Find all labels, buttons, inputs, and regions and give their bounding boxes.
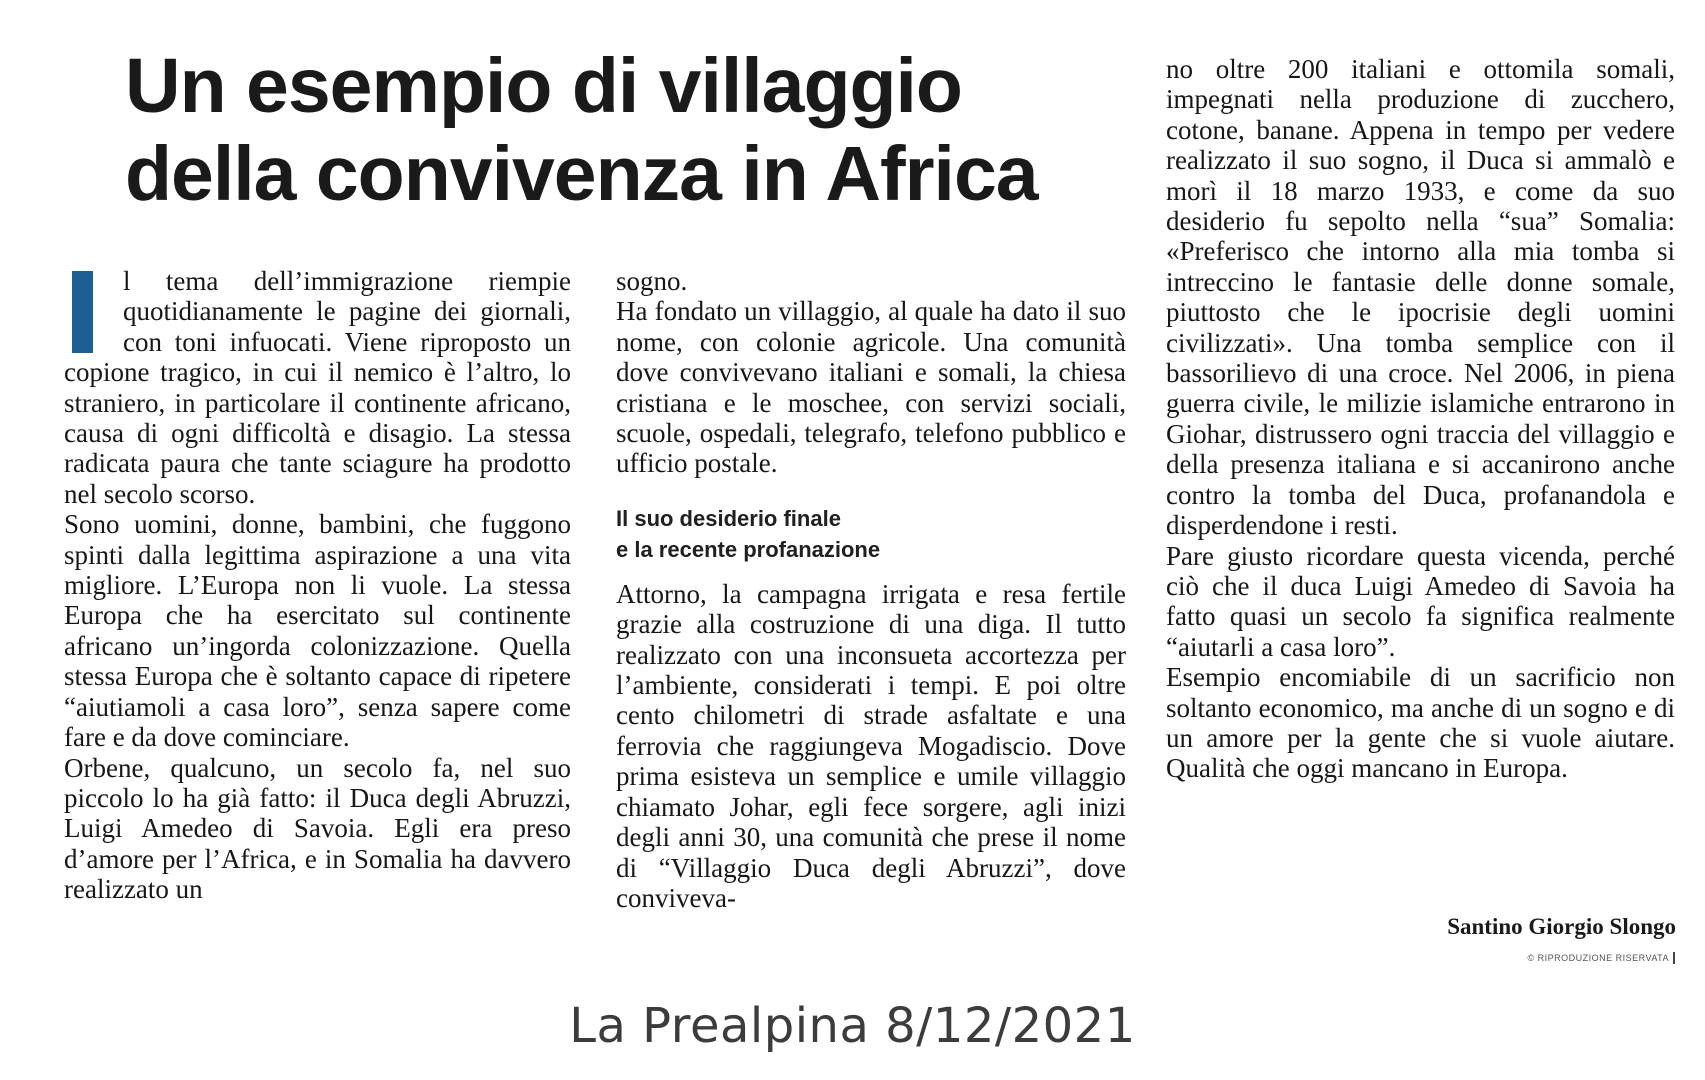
source-caption: La Prealpina 8/12/2021 <box>569 998 1136 1054</box>
rights-notice: © RIPRODUZIONE RISERVATA <box>1528 952 1675 964</box>
paragraph: Esempio encomiabile di un sacrificio non soltanto economico, ma anche di un sogno e di un amore per la gente che si vuole aiutare. Qualità che oggi mancano in Europa. <box>1166 662 1675 784</box>
dropcap-block <box>72 271 93 353</box>
author-signature: Santino Giorgio Slongo <box>1447 914 1676 939</box>
paragraph: sogno. <box>616 266 688 296</box>
paragraph: l tema dell’immigrazione riempie quotidianamente le pagine dei giornali, con toni infuocati. Viene riproposto un copione tragico, in cui il nemico è l’altro, lo straniero, in particolare il continente africano, causa di ogni difficoltà e disagio. La stessa radicata paura che tante sciagure ha prodotto nel secolo scorso. <box>64 266 571 509</box>
headline-line-2: della convivenza in Africa <box>125 131 1038 217</box>
paragraph: Sono uomini, donne, bambini, che fuggono spinti dalla legittima aspirazione a una vita migliore. L’Europa non li vuole. La stessa Europa che ha esercitato sul continente africano un’ingorda colonizzazione. Quella stessa Europa che è soltanto capace di ripetere “aiutiamoli a casa loro”, senza sapere come fare e da dove cominciare. <box>64 509 571 753</box>
subheading-line-2: e la recente profanazione <box>616 536 881 562</box>
paragraph: no oltre 200 italiani e ottomila somali, impegnati nella produzione di zucchero, cotone, banane. Appena in tempo per vedere realizzato il suo sogno, il Duca si ammalò e morì il 18 marzo 1933, e come da suo desiderio fu sepolto nella “sua” Somalia: «Preferisco che intorno alla mia tomba si intreccino le fantasie delle donne somale, piuttosto che le ipocrisie degli uomini civilizzati». Una tomba semplice con il bassorilievo di una croce. Nel 2006, in piena guerra civile, le milizie islamiche entrarono in Giohar, distrussero ogni traccia del villaggio e della presenza italiana e si accanirono anche contro la tomba del Duca, profanandola e disperdendone i resti. <box>1166 54 1675 541</box>
paragraph: Pare giusto ricordare questa vicenda, perché ciò che il duca Luigi Amedeo di Savoia ha fatto quasi un secolo fa significa realmente “aiutarli a casa loro”. <box>1166 540 1675 662</box>
article-column-2 <box>616 266 1126 913</box>
article-column-3 <box>1166 54 1675 784</box>
headline-line-1: Un esempio di villaggio <box>125 43 962 129</box>
article-headline <box>125 42 1055 218</box>
article-column-1 <box>64 266 571 905</box>
section-subheading <box>616 503 1126 565</box>
subheading-line-1: Il suo desiderio finale <box>616 505 841 531</box>
paragraph: Attorno, la campagna irrigata e resa fertile grazie alla costruzione di una diga. Il tutto realizzato con una inconsueta accortezza per l’ambiente, considerati i tempi. E poi oltre cento chilometri di strade asfaltate e una ferrovia che raggiungeva Mogadiscio. Dove prima esisteva un semplice e umile villaggio chiamato Johar, egli fece sorgere, agli inizi degli anni 30, una comunità che prese il nome di “Villaggio Duca degli Abruzzi”, dove conviveva- <box>616 578 1126 913</box>
paragraph: Ha fondato un villaggio, al quale ha dato il suo nome, con colonie agricole. Una comunità dove convivevano italiani e somali, la chiesa cristiana e le moschee, con servizi sociali, scuole, ospedali, telegrafo, telefono pubblico e ufficio postale. <box>616 296 1126 479</box>
paragraph: Orbene, qualcuno, un secolo fa, nel suo piccolo lo ha già fatto: il Duca degli Abruzzi, Luigi Amedeo di Savoia. Egli era preso d’amore per l’Africa, e in Somalia ha davvero realizzato un <box>64 752 571 905</box>
